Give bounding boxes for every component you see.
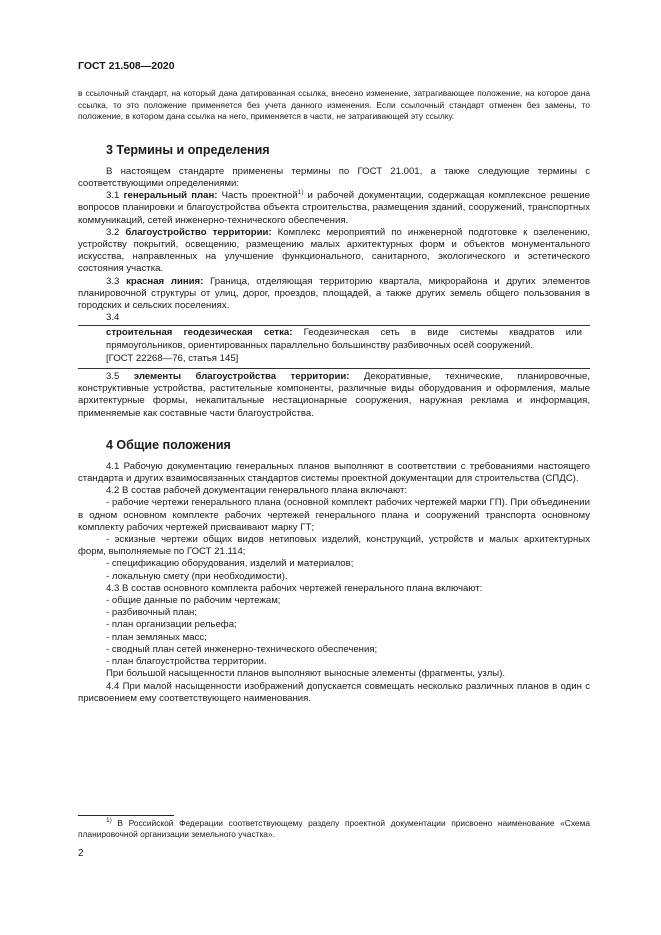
footnote: [78, 818, 590, 841]
term-3-4-box: [78, 325, 590, 369]
term-3-4-number: 3.4: [106, 312, 120, 324]
term-name: элементы благоустройства территории:: [133, 371, 350, 383]
clause-4-4: 4.4 При малой насыщенности изображений допускается совмещать несколько различных планов в один с присвоением ему соответствующего наименования.: [78, 680, 590, 704]
list-item: - спецификацию оборудования, изделий и материалов;: [106, 558, 354, 570]
term-3-5: [78, 371, 590, 420]
intro-paragraph: в ссылочный стандарт, на который дана датированная ссылка, внесено изменение, затрагивающее положение, на которое дана ссылка, то это положение применяется без учета данного изменения. Если ссылочный стандарт отменен без замены, то положение, в котором дана ссылка на него, применяется в части, не затрагивающей эту ссылку.: [78, 88, 590, 122]
list-item: - локальную смету (при необходимости).: [106, 570, 288, 582]
term-text: и рабочей документации, содержащая комплексное решение вопросов планировки и благоустройства объекта строительства, размещения зданий, сооружений, транспортных коммуникаций, сетей инженерно-технического обеспечения.: [78, 190, 590, 226]
list-item: - план организации рельефа;: [106, 619, 237, 631]
term-name: генеральный план:: [123, 190, 218, 202]
term-text: Геодезическая сеть в виде системы квадратов или прямоугольников, ориентированных параллельно большинству разбивочных осей сооружений.: [106, 327, 582, 351]
term-source-reference: [ГОСТ 22268—76, статья 145]: [106, 352, 239, 364]
term-number: 3.5: [106, 371, 120, 383]
list-item: - общие данные по рабочим чертежам;: [106, 595, 281, 607]
list-item: - сводный план сетей инженерно-технического обеспечения;: [106, 643, 378, 655]
section-3-title: 3 Термины и определения: [106, 142, 270, 157]
term-number: 3.3: [106, 275, 120, 287]
term-number: 3.1: [106, 190, 120, 202]
list-item: - план благоустройства территории.: [106, 656, 267, 668]
term-number: 3.2: [106, 226, 120, 238]
page-number: 2: [78, 848, 84, 859]
list-item: - разбивочный план;: [106, 607, 197, 619]
footnote-text: В Российской Федерации соответствующему разделу проектной документации присвоено наименование «Схема планировочной организации земельного участка».: [78, 818, 590, 840]
section-4-title: 4 Общие положения: [106, 437, 231, 452]
footnote-ref: 1): [297, 189, 304, 196]
page-content: [78, 88, 590, 705]
term-text: Часть проектной: [217, 190, 298, 202]
term-name: строительная геодезическая сетка:: [106, 327, 293, 339]
clause-4-1: 4.1 Рабочую документацию генеральных планов выполняют в соответствии с требованиями настоящего стандарта и других взаимосвязанных стандартов системы проектной документации для строительства (СПДС).: [78, 460, 590, 485]
term-text: Декоративные, технические, планировочные, конструктивные устройства, растительные компоненты, различные виды оборудования и оформления, малые архитектурные формы, некапитальные нестационарные сооружения, наружная реклама и информация, применяемые как составные части благоустройства.: [78, 371, 591, 419]
clause-4-3-note: При большой насыщенности планов выполняют выносные элементы (фрагменты, узлы).: [106, 668, 506, 680]
term-name: красная линия:: [126, 275, 204, 287]
footnote-mark: 1): [106, 817, 112, 825]
term-3-4: [106, 327, 582, 351]
footnote-divider: [78, 815, 174, 816]
clause-4-2: 4.2 В состав рабочей документации генерального плана включают:: [106, 485, 408, 497]
list-item: - рабочие чертежи генерального плана (основной комплект рабочих чертежей марки ГП). При объединении в одном основном комплекте рабочих чертежей генерального плана и сооружений транспорта основному комплекту рабочих чертежей присваивают марку ГТ;: [78, 497, 590, 533]
clause-4-3: 4.3 В состав основного комплекта рабочих чертежей генерального плана включают:: [106, 582, 483, 594]
term-text: Комплекс мероприятий по инженерной подготовке к озеленению, устройству покрытий, освещению, размещению малых архитектурных форм и объектов монументального искусства, направленных на улучшение функционального, санитарного, экологического и эстетического состояния участка.: [78, 226, 590, 275]
term-text: Граница, отделяющая территорию квартала, микрорайона и других элементов планировочной структуры от улиц, дорог, проездов, площадей, а также других земель общего пользования в городских и сельских поселениях.: [78, 275, 590, 312]
term-3-3: [78, 276, 590, 313]
term-3-1: [78, 190, 590, 227]
term-3-2: [78, 227, 590, 276]
list-item: - план земляных масс;: [106, 631, 207, 643]
list-item: - эскизные чертежи общих видов нетиповых изделий, конструкций, устройств и малых архитектурных форм, выполняемые по ГОСТ 21.114;: [78, 534, 590, 558]
section-3-lead: В настоящем стандарте применены термины по ГОСТ 21.001, а также следующие термины с соответствующими определениями:: [78, 165, 590, 189]
term-name: благоустройство территории:: [125, 226, 272, 238]
document-code: ГОСТ 21.508—2020: [78, 60, 175, 72]
